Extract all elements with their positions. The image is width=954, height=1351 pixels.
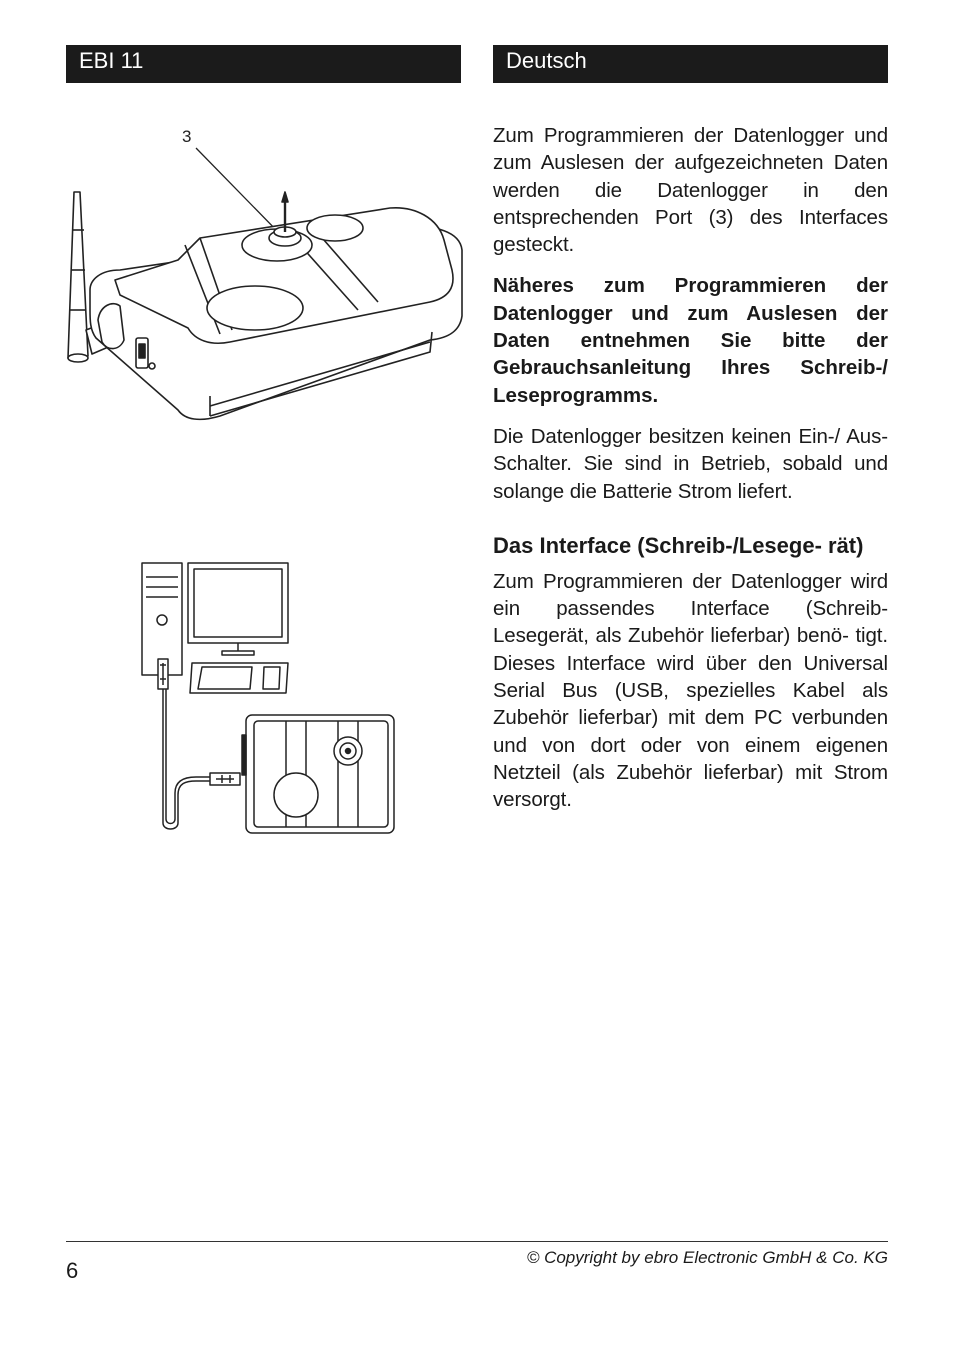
paragraph-bold-note: Näheres zum Programmieren der Datenlogger und zum Auslesen der Daten entnehmen Sie bitte der Gebrauchsanleitung Ihres Schreib-/ Leseprogramms.	[493, 274, 888, 407]
pc-usb-connection-illustration	[130, 555, 400, 840]
interface-device-illustration	[60, 120, 465, 430]
paragraph-no-switch: Die Datenlogger besitzen keinen Ein-/ Aus-Schalter. Sie sind in Betrieb, sobald und solange die Batterie Strom liefert.	[493, 424, 888, 503]
page-number: 6	[66, 1258, 79, 1283]
footer-divider	[66, 1241, 888, 1242]
header-right-title: Deutsch	[493, 45, 888, 83]
copyright-notice: © Copyright by ebro Electronic GmbH & Co. KG	[526, 1248, 888, 1267]
paragraph-port-intro: Zum Programmieren der Datenlogger und zum Auslesen der aufgezeichneten Daten werden die Datenlogger in den entsprechenden Port (3) des Interfaces gesteckt.	[493, 124, 888, 257]
section-heading-interface: Das Interface (Schreib-/Lesege- rät)	[493, 532, 864, 558]
callout-3-label: 3	[182, 127, 192, 146]
header-left-title: EBI 11	[66, 45, 461, 83]
main-text-column	[493, 122, 888, 828]
paragraph-interface-description: Zum Programmieren der Datenlogger wird ein passendes Interface (Schreib-Lesegerät, als Zubehör lieferbar) benö- tigt. Dieses Interface wird über den Universal Serial Bus (USB, spezielles Kabel als Zubehör lieferbar) mit dem PC verbunden und von dort oder von einem eigenen Netzteil (als Zubehör lieferbar) mit Strom versorgt.	[493, 569, 888, 812]
